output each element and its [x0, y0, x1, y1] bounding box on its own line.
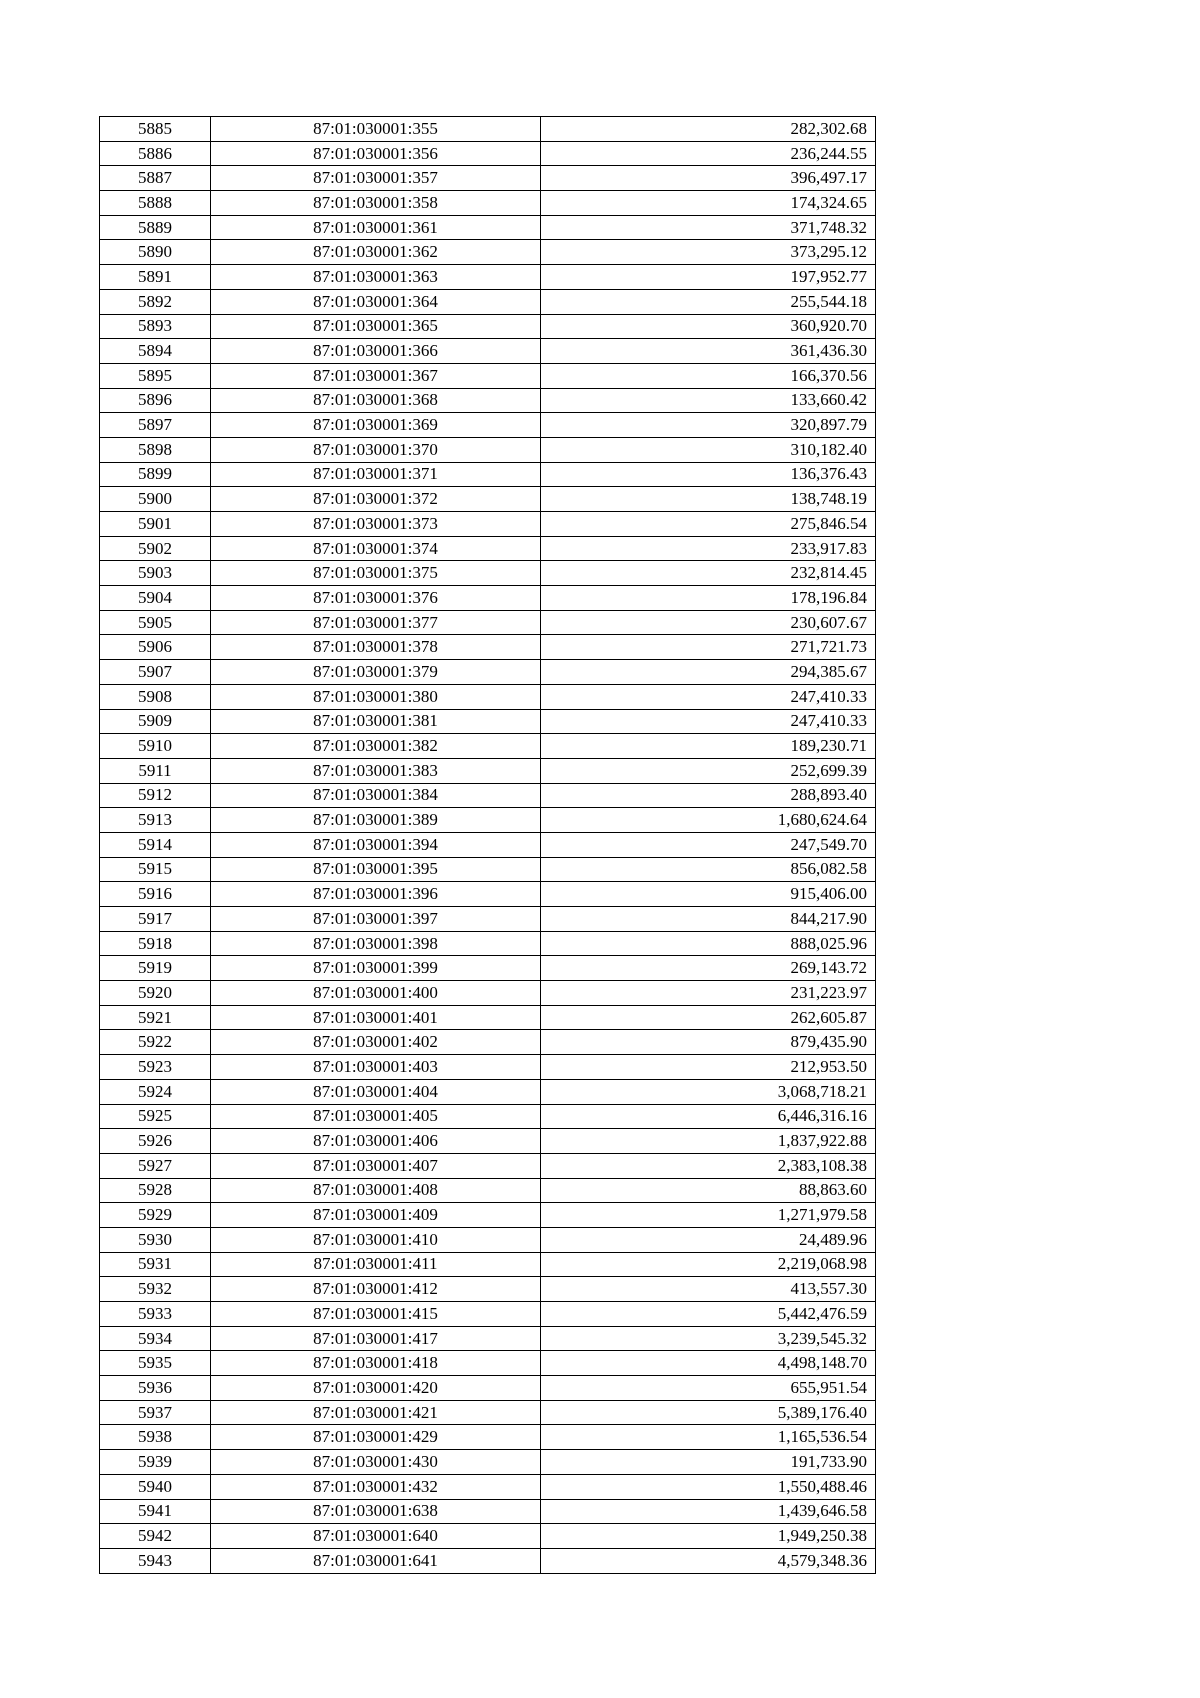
table-row — [100, 363, 876, 388]
value-cell: 3,239,545.32 — [541, 1326, 876, 1351]
cadastral-number-cell: 87:01:030001:406 — [211, 1129, 541, 1154]
table-row — [100, 240, 876, 265]
value-cell: 413,557.30 — [541, 1277, 876, 1302]
value-cell: 5,389,176.40 — [541, 1400, 876, 1425]
cadastral-number-cell: 87:01:030001:380 — [211, 684, 541, 709]
cadastral-number-cell: 87:01:030001:403 — [211, 1055, 541, 1080]
cadastral-number-cell: 87:01:030001:369 — [211, 413, 541, 438]
table-row — [100, 1055, 876, 1080]
value-cell: 396,497.17 — [541, 166, 876, 191]
row-number-cell: 5885 — [100, 117, 211, 142]
table-row — [100, 512, 876, 537]
table-row — [100, 1203, 876, 1228]
value-cell: 191,733.90 — [541, 1450, 876, 1475]
row-number-cell: 5917 — [100, 907, 211, 932]
table-row — [100, 141, 876, 166]
value-cell: 320,897.79 — [541, 413, 876, 438]
cadastral-number-cell: 87:01:030001:356 — [211, 141, 541, 166]
value-cell: 3,068,718.21 — [541, 1079, 876, 1104]
cadastral-number-cell: 87:01:030001:376 — [211, 586, 541, 611]
value-cell: 1,271,979.58 — [541, 1203, 876, 1228]
value-cell: 373,295.12 — [541, 240, 876, 265]
value-cell: 6,446,316.16 — [541, 1104, 876, 1129]
row-number-cell: 5899 — [100, 462, 211, 487]
cadastral-number-cell: 87:01:030001:389 — [211, 808, 541, 833]
cadastral-number-cell: 87:01:030001:357 — [211, 166, 541, 191]
row-number-cell: 5901 — [100, 512, 211, 537]
row-number-cell: 5906 — [100, 635, 211, 660]
cadastral-number-cell: 87:01:030001:383 — [211, 758, 541, 783]
row-number-cell: 5892 — [100, 289, 211, 314]
table-row — [100, 956, 876, 981]
table-row — [100, 783, 876, 808]
row-number-cell: 5895 — [100, 363, 211, 388]
value-cell: 294,385.67 — [541, 660, 876, 685]
row-number-cell: 5907 — [100, 660, 211, 685]
row-number-cell: 5900 — [100, 487, 211, 512]
value-cell: 255,544.18 — [541, 289, 876, 314]
cadastral-number-cell: 87:01:030001:400 — [211, 981, 541, 1006]
row-number-cell: 5936 — [100, 1376, 211, 1401]
row-number-cell: 5924 — [100, 1079, 211, 1104]
table-row — [100, 1351, 876, 1376]
table-row — [100, 388, 876, 413]
table-row — [100, 339, 876, 364]
row-number-cell: 5914 — [100, 832, 211, 857]
row-number-cell: 5893 — [100, 314, 211, 339]
value-cell: 275,846.54 — [541, 512, 876, 537]
row-number-cell: 5938 — [100, 1425, 211, 1450]
cadastral-number-cell: 87:01:030001:379 — [211, 660, 541, 685]
table-row — [100, 1326, 876, 1351]
row-number-cell: 5897 — [100, 413, 211, 438]
row-number-cell: 5925 — [100, 1104, 211, 1129]
cadastral-number-cell: 87:01:030001:365 — [211, 314, 541, 339]
table-row — [100, 610, 876, 635]
cadastral-number-cell: 87:01:030001:417 — [211, 1326, 541, 1351]
table-row — [100, 1450, 876, 1475]
cadastral-number-cell: 87:01:030001:397 — [211, 907, 541, 932]
value-cell: 231,223.97 — [541, 981, 876, 1006]
value-cell: 133,660.42 — [541, 388, 876, 413]
cadastral-number-cell: 87:01:030001:412 — [211, 1277, 541, 1302]
table-row — [100, 1400, 876, 1425]
value-cell: 310,182.40 — [541, 437, 876, 462]
cadastral-number-cell: 87:01:030001:430 — [211, 1450, 541, 1475]
table-row — [100, 1227, 876, 1252]
row-number-cell: 5923 — [100, 1055, 211, 1080]
cadastral-number-cell: 87:01:030001:355 — [211, 117, 541, 142]
cadastral-number-cell: 87:01:030001:401 — [211, 1005, 541, 1030]
value-cell: 262,605.87 — [541, 1005, 876, 1030]
table-row — [100, 215, 876, 240]
row-number-cell: 5916 — [100, 882, 211, 907]
value-cell: 1,949,250.38 — [541, 1524, 876, 1549]
row-number-cell: 5915 — [100, 857, 211, 882]
cadastral-number-cell: 87:01:030001:399 — [211, 956, 541, 981]
cadastral-number-cell: 87:01:030001:358 — [211, 191, 541, 216]
cadastral-number-cell: 87:01:030001:366 — [211, 339, 541, 364]
value-cell: 1,837,922.88 — [541, 1129, 876, 1154]
cadastral-number-cell: 87:01:030001:372 — [211, 487, 541, 512]
table-row — [100, 1104, 876, 1129]
table-row — [100, 314, 876, 339]
value-cell: 2,383,108.38 — [541, 1153, 876, 1178]
table-row — [100, 1548, 876, 1573]
value-cell: 1,439,646.58 — [541, 1499, 876, 1524]
value-cell: 4,498,148.70 — [541, 1351, 876, 1376]
cadastral-number-cell: 87:01:030001:404 — [211, 1079, 541, 1104]
table-row — [100, 1153, 876, 1178]
cadastral-number-cell: 87:01:030001:410 — [211, 1227, 541, 1252]
table-row — [100, 1277, 876, 1302]
table-row — [100, 1499, 876, 1524]
row-number-cell: 5912 — [100, 783, 211, 808]
value-cell: 178,196.84 — [541, 586, 876, 611]
value-cell: 844,217.90 — [541, 907, 876, 932]
row-number-cell: 5918 — [100, 931, 211, 956]
value-cell: 88,863.60 — [541, 1178, 876, 1203]
cadastral-number-cell: 87:01:030001:429 — [211, 1425, 541, 1450]
row-number-cell: 5887 — [100, 166, 211, 191]
cadastral-number-cell: 87:01:030001:381 — [211, 709, 541, 734]
cadastral-number-cell: 87:01:030001:415 — [211, 1302, 541, 1327]
row-number-cell: 5898 — [100, 437, 211, 462]
row-number-cell: 5935 — [100, 1351, 211, 1376]
table-row — [100, 1425, 876, 1450]
table-row — [100, 166, 876, 191]
row-number-cell: 5911 — [100, 758, 211, 783]
cadastral-number-cell: 87:01:030001:363 — [211, 265, 541, 290]
cadastral-number-cell: 87:01:030001:411 — [211, 1252, 541, 1277]
cadastral-number-cell: 87:01:030001:407 — [211, 1153, 541, 1178]
row-number-cell: 5921 — [100, 1005, 211, 1030]
value-cell: 4,579,348.36 — [541, 1548, 876, 1573]
table-row — [100, 1030, 876, 1055]
row-number-cell: 5904 — [100, 586, 211, 611]
table-row — [100, 931, 876, 956]
cadastral-number-cell: 87:01:030001:364 — [211, 289, 541, 314]
cadastral-number-cell: 87:01:030001:371 — [211, 462, 541, 487]
table-row — [100, 413, 876, 438]
row-number-cell: 5889 — [100, 215, 211, 240]
cadastral-number-cell: 87:01:030001:368 — [211, 388, 541, 413]
row-number-cell: 5919 — [100, 956, 211, 981]
table-row — [100, 734, 876, 759]
table-row — [100, 684, 876, 709]
cadastral-number-cell: 87:01:030001:394 — [211, 832, 541, 857]
value-cell: 360,920.70 — [541, 314, 876, 339]
table-row — [100, 882, 876, 907]
row-number-cell: 5939 — [100, 1450, 211, 1475]
table-body — [100, 117, 876, 1574]
cadastral-number-cell: 87:01:030001:420 — [211, 1376, 541, 1401]
table-row — [100, 635, 876, 660]
cadastral-number-cell: 87:01:030001:409 — [211, 1203, 541, 1228]
cadastral-number-cell: 87:01:030001:418 — [211, 1351, 541, 1376]
table-row — [100, 1178, 876, 1203]
table-row — [100, 1376, 876, 1401]
value-cell: 24,489.96 — [541, 1227, 876, 1252]
table-row — [100, 907, 876, 932]
value-cell: 166,370.56 — [541, 363, 876, 388]
row-number-cell: 5937 — [100, 1400, 211, 1425]
row-number-cell: 5926 — [100, 1129, 211, 1154]
table-row — [100, 1524, 876, 1549]
value-cell: 189,230.71 — [541, 734, 876, 759]
value-cell: 1,680,624.64 — [541, 808, 876, 833]
value-cell: 233,917.83 — [541, 536, 876, 561]
table-row — [100, 832, 876, 857]
table-row — [100, 1129, 876, 1154]
cadastral-number-cell: 87:01:030001:395 — [211, 857, 541, 882]
row-number-cell: 5903 — [100, 561, 211, 586]
value-cell: 197,952.77 — [541, 265, 876, 290]
cadastral-number-cell: 87:01:030001:398 — [211, 931, 541, 956]
value-cell: 138,748.19 — [541, 487, 876, 512]
row-number-cell: 5928 — [100, 1178, 211, 1203]
cadastral-number-cell: 87:01:030001:638 — [211, 1499, 541, 1524]
table-row — [100, 191, 876, 216]
table-row — [100, 857, 876, 882]
cadastral-value-table — [99, 116, 876, 1574]
value-cell: 212,953.50 — [541, 1055, 876, 1080]
row-number-cell: 5942 — [100, 1524, 211, 1549]
cadastral-number-cell: 87:01:030001:641 — [211, 1548, 541, 1573]
row-number-cell: 5905 — [100, 610, 211, 635]
row-number-cell: 5913 — [100, 808, 211, 833]
row-number-cell: 5941 — [100, 1499, 211, 1524]
table-row — [100, 1005, 876, 1030]
value-cell: 879,435.90 — [541, 1030, 876, 1055]
row-number-cell: 5943 — [100, 1548, 211, 1573]
value-cell: 282,302.68 — [541, 117, 876, 142]
cadastral-number-cell: 87:01:030001:396 — [211, 882, 541, 907]
row-number-cell: 5894 — [100, 339, 211, 364]
value-cell: 288,893.40 — [541, 783, 876, 808]
cadastral-number-cell: 87:01:030001:408 — [211, 1178, 541, 1203]
cadastral-number-cell: 87:01:030001:432 — [211, 1474, 541, 1499]
row-number-cell: 5933 — [100, 1302, 211, 1327]
table-row — [100, 1252, 876, 1277]
row-number-cell: 5888 — [100, 191, 211, 216]
cadastral-number-cell: 87:01:030001:421 — [211, 1400, 541, 1425]
row-number-cell: 5908 — [100, 684, 211, 709]
value-cell: 1,165,536.54 — [541, 1425, 876, 1450]
table-row — [100, 660, 876, 685]
table-row — [100, 265, 876, 290]
table-row — [100, 536, 876, 561]
table-row — [100, 289, 876, 314]
row-number-cell: 5940 — [100, 1474, 211, 1499]
row-number-cell: 5922 — [100, 1030, 211, 1055]
row-number-cell: 5929 — [100, 1203, 211, 1228]
table-row — [100, 586, 876, 611]
table-row — [100, 1302, 876, 1327]
cadastral-number-cell: 87:01:030001:384 — [211, 783, 541, 808]
value-cell: 2,219,068.98 — [541, 1252, 876, 1277]
row-number-cell: 5934 — [100, 1326, 211, 1351]
row-number-cell: 5932 — [100, 1277, 211, 1302]
cadastral-number-cell: 87:01:030001:382 — [211, 734, 541, 759]
value-cell: 271,721.73 — [541, 635, 876, 660]
row-number-cell: 5890 — [100, 240, 211, 265]
value-cell: 5,442,476.59 — [541, 1302, 876, 1327]
cadastral-number-cell: 87:01:030001:370 — [211, 437, 541, 462]
table-row — [100, 1079, 876, 1104]
value-cell: 361,436.30 — [541, 339, 876, 364]
row-number-cell: 5930 — [100, 1227, 211, 1252]
row-number-cell: 5927 — [100, 1153, 211, 1178]
cadastral-number-cell: 87:01:030001:378 — [211, 635, 541, 660]
value-cell: 232,814.45 — [541, 561, 876, 586]
cadastral-number-cell: 87:01:030001:361 — [211, 215, 541, 240]
value-cell: 252,699.39 — [541, 758, 876, 783]
value-cell: 856,082.58 — [541, 857, 876, 882]
table-row — [100, 117, 876, 142]
value-cell: 269,143.72 — [541, 956, 876, 981]
value-cell: 230,607.67 — [541, 610, 876, 635]
value-cell: 247,410.33 — [541, 684, 876, 709]
value-cell: 1,550,488.46 — [541, 1474, 876, 1499]
value-cell: 888,025.96 — [541, 931, 876, 956]
row-number-cell: 5909 — [100, 709, 211, 734]
value-cell: 236,244.55 — [541, 141, 876, 166]
row-number-cell: 5886 — [100, 141, 211, 166]
table-row — [100, 561, 876, 586]
row-number-cell: 5910 — [100, 734, 211, 759]
table-row — [100, 462, 876, 487]
table-row — [100, 758, 876, 783]
value-cell: 136,376.43 — [541, 462, 876, 487]
cadastral-number-cell: 87:01:030001:373 — [211, 512, 541, 537]
table-row — [100, 437, 876, 462]
table-row — [100, 487, 876, 512]
cadastral-number-cell: 87:01:030001:374 — [211, 536, 541, 561]
cadastral-number-cell: 87:01:030001:405 — [211, 1104, 541, 1129]
row-number-cell: 5896 — [100, 388, 211, 413]
table-row — [100, 808, 876, 833]
row-number-cell: 5891 — [100, 265, 211, 290]
value-cell: 371,748.32 — [541, 215, 876, 240]
value-cell: 915,406.00 — [541, 882, 876, 907]
cadastral-number-cell: 87:01:030001:362 — [211, 240, 541, 265]
row-number-cell: 5902 — [100, 536, 211, 561]
cadastral-number-cell: 87:01:030001:640 — [211, 1524, 541, 1549]
value-cell: 247,549.70 — [541, 832, 876, 857]
cadastral-number-cell: 87:01:030001:375 — [211, 561, 541, 586]
value-cell: 247,410.33 — [541, 709, 876, 734]
cadastral-number-cell: 87:01:030001:377 — [211, 610, 541, 635]
row-number-cell: 5931 — [100, 1252, 211, 1277]
value-cell: 174,324.65 — [541, 191, 876, 216]
row-number-cell: 5920 — [100, 981, 211, 1006]
value-cell: 655,951.54 — [541, 1376, 876, 1401]
cadastral-number-cell: 87:01:030001:402 — [211, 1030, 541, 1055]
cadastral-number-cell: 87:01:030001:367 — [211, 363, 541, 388]
table-row — [100, 981, 876, 1006]
table-row — [100, 709, 876, 734]
table-row — [100, 1474, 876, 1499]
